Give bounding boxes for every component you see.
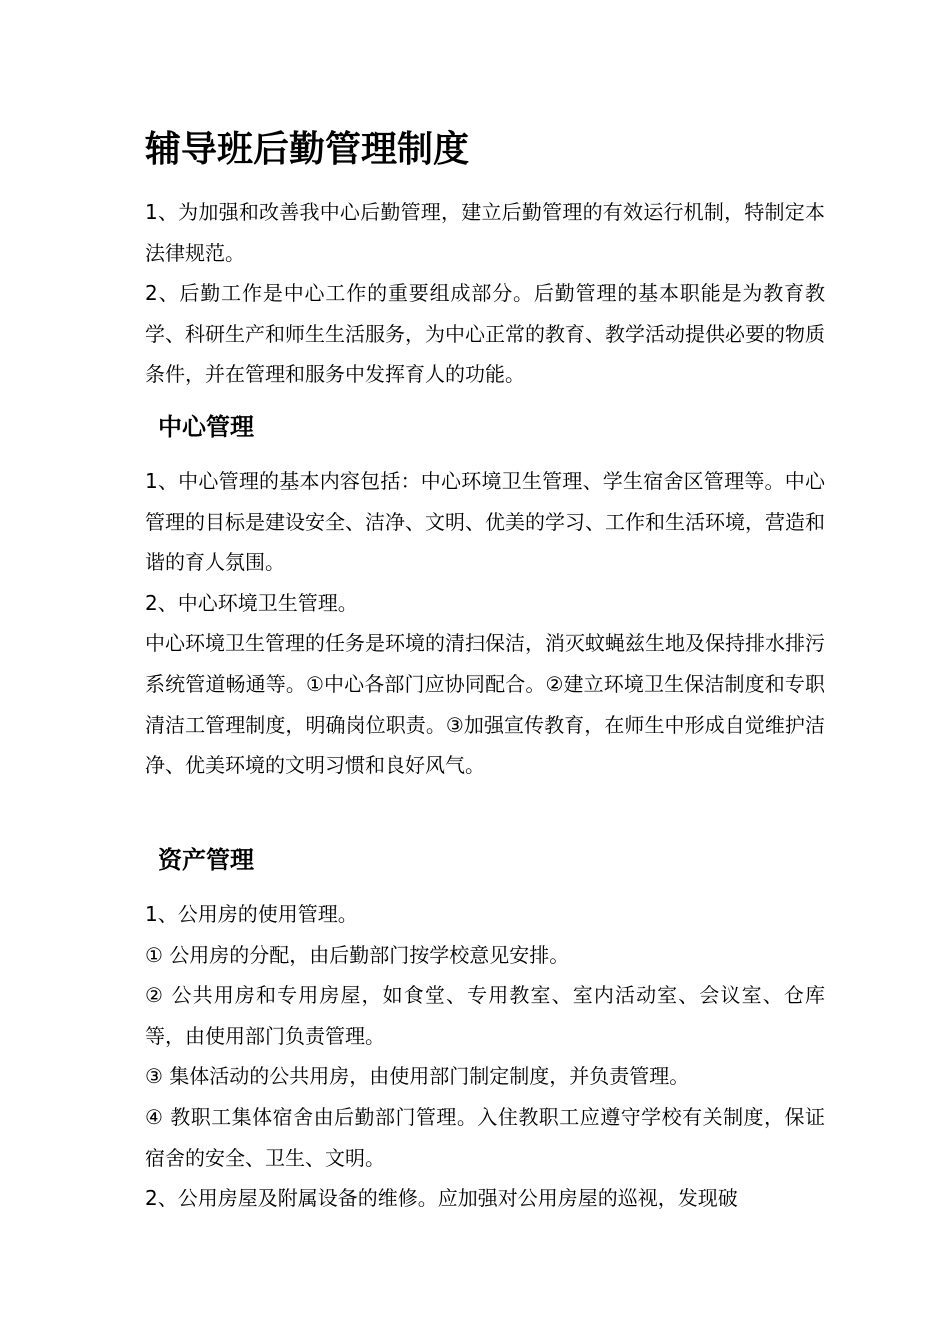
intro-section [145, 192, 825, 395]
intro-paragraph-2: 2、后勤工作是中心工作的重要组成部分。后勤管理的基本职能是为教育教学、科研生产和师生生活服务，为中心正常的教育、教学活动提供必要的物质条件，并在管理和服务中发挥育人的功能。 [145, 281, 825, 387]
asset-management-section [145, 894, 825, 1219]
asset-paragraph-5: ④ 教职工集体宿舍由后勤部门管理。入住教职工应遵守学校有关制度，保证宿舍的安全、卫生、文明。 [145, 1104, 825, 1170]
asset-paragraph-2: ① 公用房的分配，由后勤部门按学校意见安排。 [145, 942, 570, 967]
section-heading-asset-management: 资产管理 [158, 846, 254, 874]
center-management-section [145, 461, 825, 786]
center-paragraph-3: 中心环境卫生管理的任务是环境的清扫保洁，消灭蚊蝇兹生地及保持排水排污系统管道畅通等。①中心各部门应协同配合。②建立环境卫生保洁制度和专职清洁工管理制度，明确岗位职责。③加强宣传教育，在师生中形成自觉维护洁净、优美环境的文明习惯和良好风气。 [145, 631, 825, 778]
section-heading-center-management: 中心管理 [158, 413, 254, 441]
center-paragraph-2: 2、中心环境卫生管理。 [145, 590, 358, 615]
intro-paragraph-1: 1、为加强和改善我中心后勤管理，建立后勤管理的有效运行机制，特制定本法律规范。 [145, 200, 825, 265]
asset-paragraph-6: 2、公用房屋及附属设备的维修。应加强对公用房屋的巡视，发现破 [145, 1186, 738, 1211]
asset-paragraph-4: ③ 集体活动的公共用房，由使用部门制定制度，并负责管理。 [145, 1064, 690, 1089]
asset-paragraph-3: ② 公共用房和专用房屋，如食堂、专用教室、室内活动室、会议室、仓库等，由使用部门负责管理。 [145, 983, 825, 1048]
asset-paragraph-1: 1、公用房的使用管理。 [145, 902, 358, 926]
center-paragraph-1: 1、中心管理的基本内容包括：中心环境卫生管理、学生宿舍区管理等。中心管理的目标是建设安全、洁净、文明、优美的学习、工作和生活环境，营造和谐的育人氛围。 [145, 469, 825, 575]
document-title: 辅导班后勤管理制度 [145, 129, 470, 170]
